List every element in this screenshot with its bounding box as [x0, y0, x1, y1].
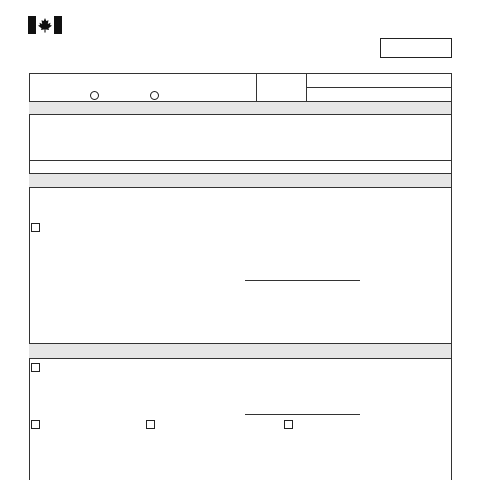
retirement-checkbox[interactable] [31, 363, 40, 372]
right-border [451, 73, 452, 480]
section-b-header [29, 343, 451, 359]
death-benefit-checkbox[interactable] [284, 420, 293, 429]
divider [29, 73, 451, 74]
left-border [29, 73, 30, 480]
form-code-box [380, 38, 452, 58]
divider [29, 160, 451, 161]
canada-flag-logo [28, 16, 62, 34]
canadian-sin-field[interactable] [288, 140, 438, 156]
survivors-pension-checkbox[interactable] [31, 420, 40, 429]
divider [306, 87, 451, 88]
cypriot-number-field[interactable] [41, 140, 241, 156]
section-a-header [29, 173, 451, 188]
oas-checkbox[interactable] [31, 223, 40, 232]
divider [256, 73, 257, 101]
retirement-date-of-birth-field[interactable] [245, 414, 360, 415]
french-radio[interactable] [150, 91, 159, 100]
surviving-child-checkbox[interactable] [146, 420, 155, 429]
section1-header [29, 101, 451, 115]
english-radio[interactable] [90, 91, 99, 100]
date-of-birth-field-a[interactable] [245, 280, 360, 281]
